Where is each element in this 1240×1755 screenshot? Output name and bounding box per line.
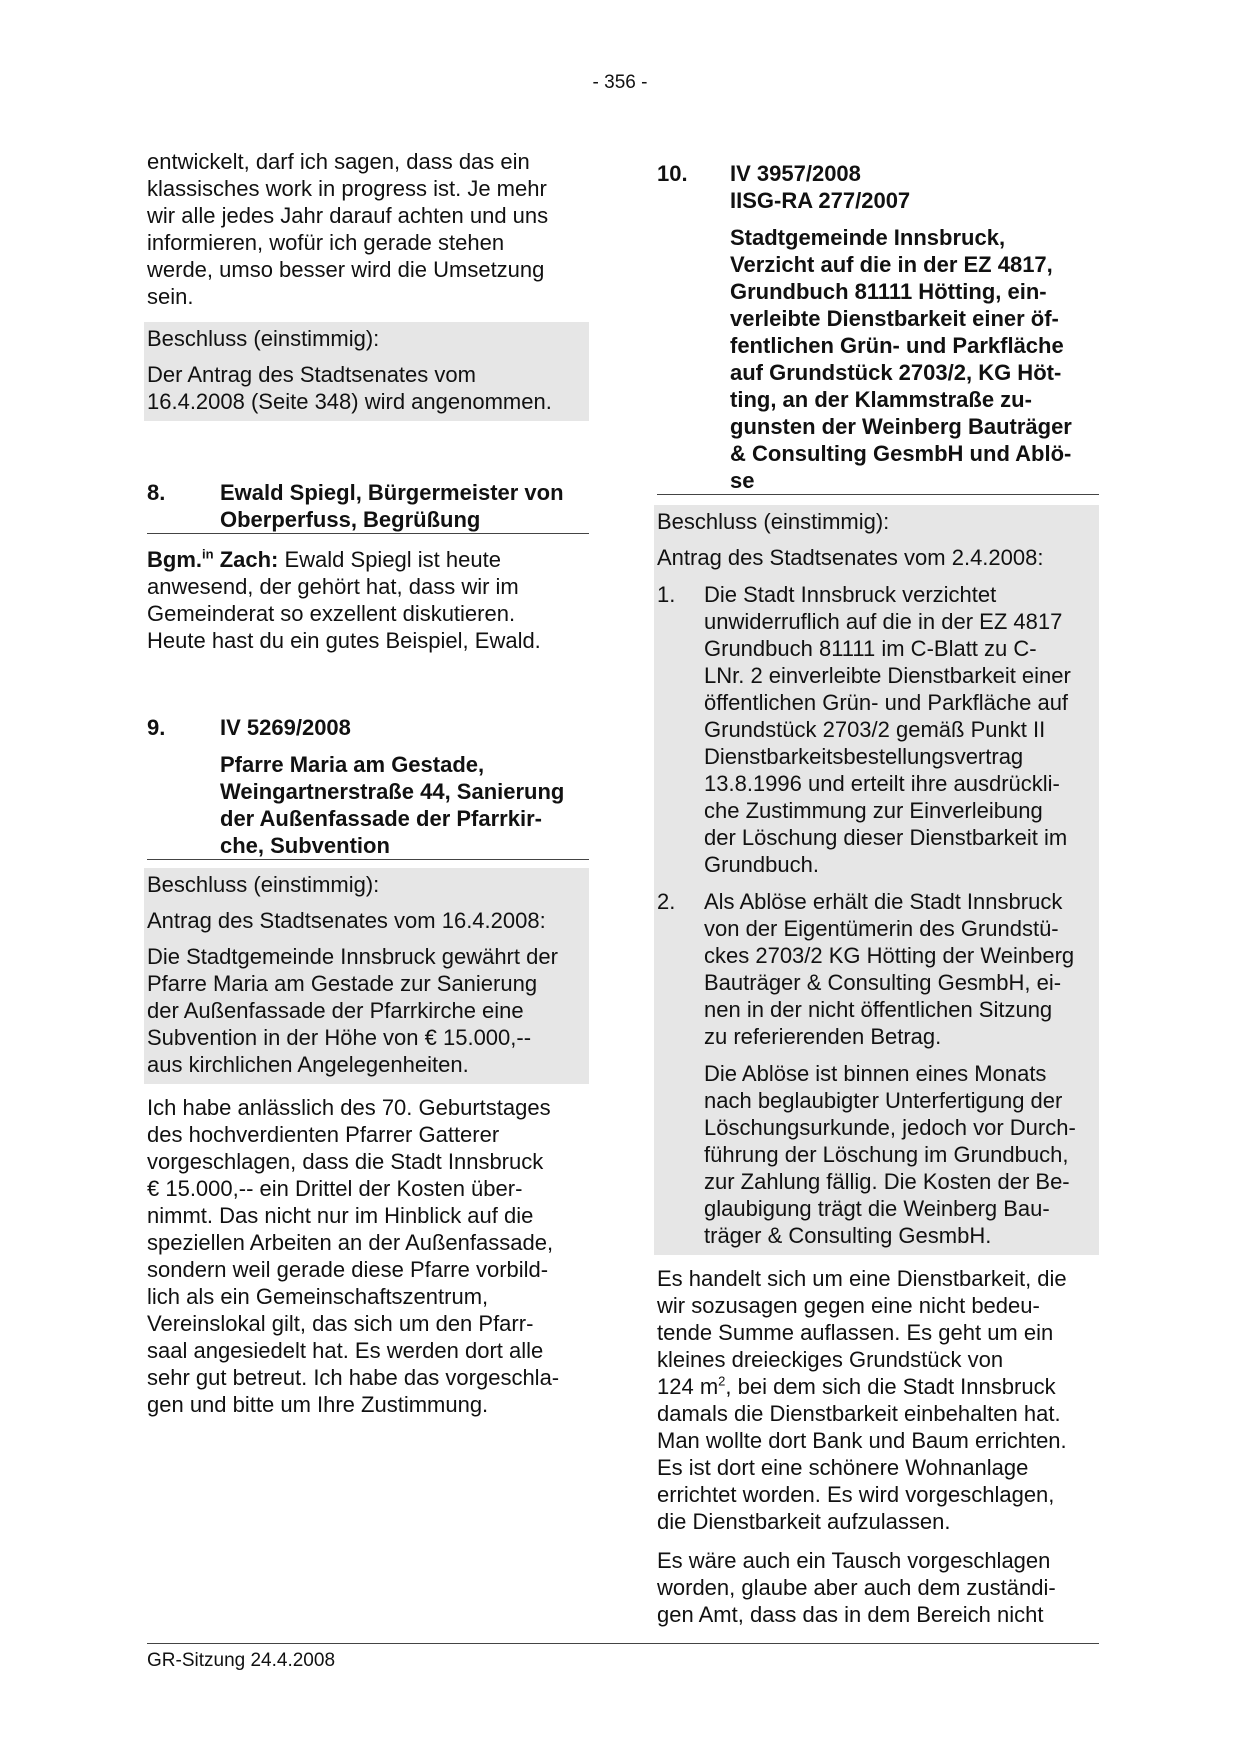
item-number: 10.	[657, 161, 688, 186]
item-8-heading	[147, 479, 589, 534]
item-10-comment-continued: Es wäre auch ein Tausch vorgeschlagen worden, glaube aber auch dem zuständi- gen Amt, dass das in dem Bereich nicht	[657, 1548, 1056, 1627]
motion-text: Antrag des Stadtsenates vom 2.4.2008:	[657, 545, 1044, 570]
item-subject: Pfarre Maria am Gestade, Weingartnerstraße 44, Sanierung der Außenfassade der Pfarrkir- che, Subvention	[220, 752, 565, 858]
page-number: - 356 -	[592, 72, 648, 93]
decision-box-7	[144, 322, 589, 421]
motion-text: Antrag des Stadtsenates vom 16.4.2008:	[147, 908, 546, 933]
footer-text: GR-Sitzung 24.4.2008	[147, 1650, 336, 1671]
item-number: 8.	[147, 480, 166, 505]
list-number: 1.	[657, 582, 676, 607]
intro-line: wir alle jedes Jahr darauf achten und uns	[147, 203, 549, 228]
list-number: 2.	[657, 889, 676, 914]
list-item	[657, 577, 1096, 884]
item-9-comment: Ich habe anlässlich des 70. Geburtstages des hochverdienten Pfarrer Gatterer vorgeschlagen, dass die Stadt Innsbruck € 15.000,-- ein Drittel der Kosten über- nimmt. Das nicht nur im Hinblick auf die speziellen Arbeiten an der Außenfassade, sondern weil gerade diese Pfarre vorbild- lich als ein Gemeinschaftszentrum, Vereinslokal gilt, das sich um den Pfarr- saal angesiedelt hat. Es werden dort alle sehr gut betreut. Ich habe das vorgeschla- gen und bitte um Ihre Zustimmung.	[147, 1095, 560, 1417]
right-column	[657, 160, 1099, 1640]
item-reference: IV 5269/2008	[220, 715, 351, 740]
decision-box-9	[144, 868, 589, 1084]
decision-text: Der Antrag des Stadtsenates vom 16.4.2008 (Seite 348) wird angenommen.	[147, 362, 552, 414]
page-footer	[147, 1643, 1099, 1672]
decision-label: Beschluss (einstimmig):	[147, 326, 380, 351]
item-subject: Stadtgemeinde Innsbruck, Verzicht auf die in der EZ 4817, Grundbuch 81111 Hötting, ein- verleibte Dienstbarkeit einer öf- fentlichen Grün- und Parkfläche auf Grundstück 2703/2, KG Höt- ting, an der Klammstraße zu- gunsten der Weinberg Bauträger & Consulting GesmbH und Ablö- se	[730, 225, 1072, 493]
decision-label: Beschluss (einstimmig):	[147, 872, 380, 897]
intro-paragraph	[147, 148, 589, 310]
list-item	[657, 884, 1096, 1056]
list-text: Die Stadt Innsbruck verzichtet unwiderruflich auf die in der EZ 4817 Grundbuch 81111 im C-Blatt zu C- LNr. 2 einverleibte Dienstbarkeit einer öffentlichen Grün- und Parkfläche auf Grundstück 2703/2 gemäß Punkt II Dienstbarkeitsbestellungsvertrag 13.8.1996 und erteilt ihre ausdrückli- che Zustimmung zur Einverleibung der Löschung dieser Dienstbarkeit im Grundbuch.	[704, 582, 1071, 877]
list-continuation: Die Ablöse ist binnen eines Monats nach beglaubigter Unterfertigung der Löschungsurkunde, jedoch vor Durch- führung der Löschung im Grundbuch, zur Zahlung fällig. Die Kosten der Be- glaubigung trägt die Weinberg Bau- träger & Consulting GesmbH.	[704, 1061, 1076, 1248]
intro-line: informieren, wofür ich gerade stehen	[147, 230, 505, 255]
item-8-speech: Bgm.$^{in}$ Zach: Ewald Spiegl ist heute anwesend, der gehört hat, dass wir im Gemeinderat so exzellent diskutieren. Heute hast du ein gutes Beispiel, Ewald.	[147, 546, 541, 653]
item-reference: IV 3957/2008 IISG-RA 277/2007	[730, 161, 911, 213]
intro-line: werde, umso besser wird die Umsetzung	[147, 257, 545, 282]
left-column	[147, 148, 589, 1430]
speaker-title: Bgm.$^{in}$ Zach:	[147, 546, 279, 572]
intro-line: klassisches work in progress ist. Je mehr	[147, 176, 547, 201]
decision-box-10	[654, 505, 1099, 1255]
intro-line: sein.	[147, 284, 194, 309]
intro-line: entwickelt, darf ich sagen, dass das ein	[147, 149, 530, 174]
item-title: Ewald Spiegl, Bürgermeister von Oberperfuss, Begrüßung	[220, 480, 564, 532]
item-10-heading	[657, 160, 1099, 495]
resolution-text: Die Stadtgemeinde Innsbruck gewährt der Pfarre Maria am Gestade zur Sanierung der Außenfassade der Pfarrkirche eine Subvention in der Höhe von € 15.000,-- aus kirchlichen Angelegenheiten.	[147, 944, 558, 1077]
item-9-heading	[147, 714, 589, 860]
decision-label: Beschluss (einstimmig):	[657, 509, 890, 534]
item-10-comment: Es handelt sich um eine Dienstbarkeit, die wir sozusagen gegen eine nicht bedeu- tende Summe auflassen. Es geht um ein kleines dreieckiges Grundstück von 124 $m^2$, bei dem sich die Stadt Innsbruck damals die Dienstbarkeit einbehalten hat. Man wollte dort Bank und Baum errichten. Es ist dort eine schönere Wohnanlage errichtet worden. Es wird vorgeschlagen, die Dienstbarkeit aufzulassen.	[657, 1266, 1067, 1534]
item-number: 9.	[147, 715, 166, 740]
list-text: Als Ablöse erhält die Stadt Innsbruck von der Eigentümerin des Grundstü- ckes 2703/2 KG Hötting der Weinberg Bauträger & Consulting GesmbH, ei- nen in der nicht öffentlichen Sitzung zu referierenden Betrag.	[704, 889, 1075, 1049]
